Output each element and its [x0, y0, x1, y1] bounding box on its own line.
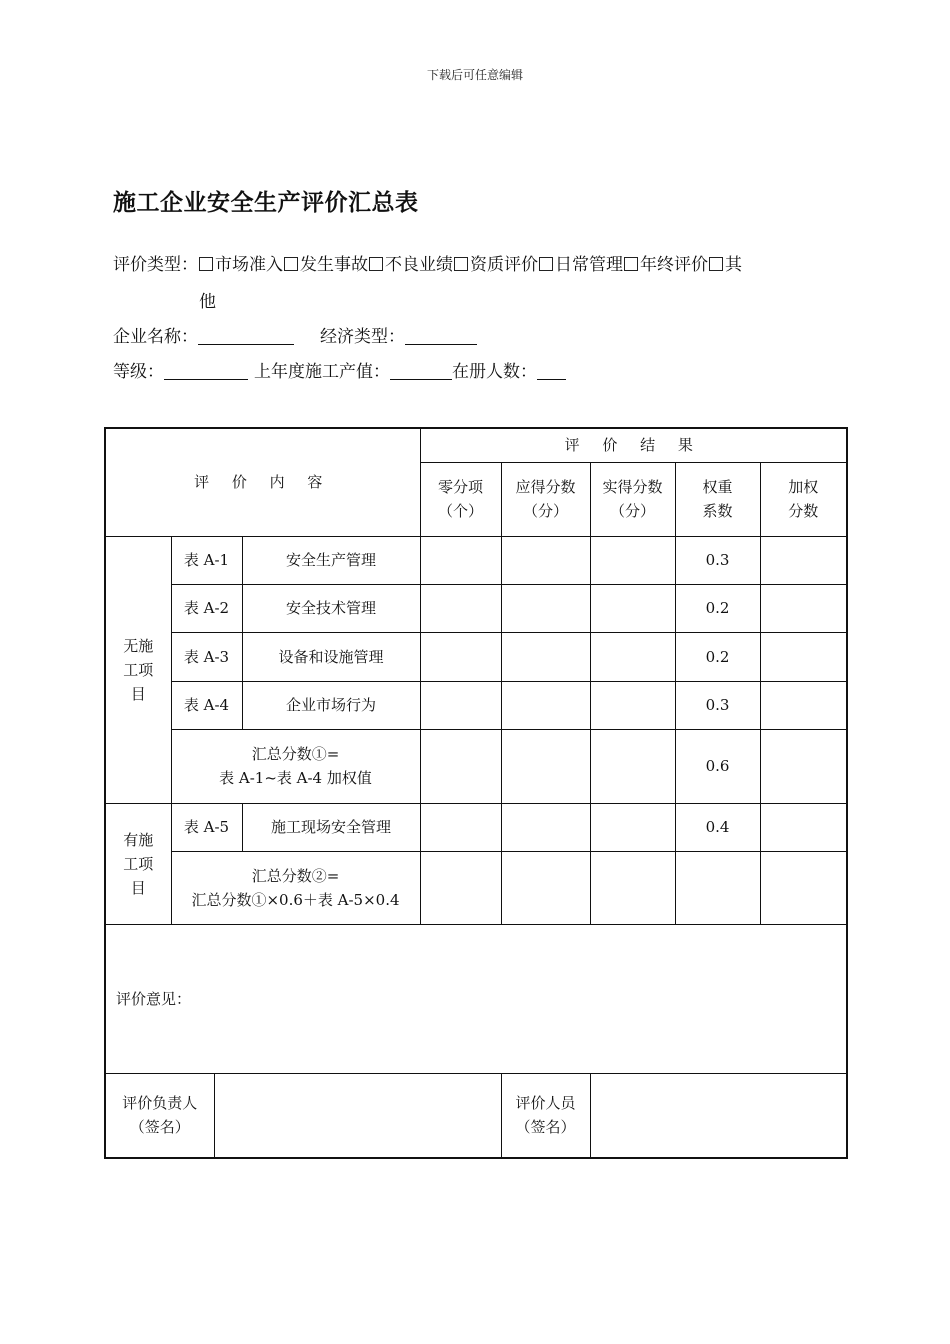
option-other: 其 — [725, 255, 742, 275]
col-actual-score: 实得分数 （分） — [590, 462, 675, 536]
cell-actual[interactable] — [590, 729, 675, 803]
row-name: 安全技术管理 — [242, 584, 420, 632]
cell-weighted[interactable] — [760, 729, 847, 803]
cell-due[interactable] — [501, 803, 590, 851]
option-daily-management: 日常管理 — [555, 255, 623, 275]
row-weight: 0.4 — [675, 803, 760, 851]
group-with-project: 有施 工项 目 — [105, 803, 171, 924]
econ-type-label: 经济类型： — [320, 327, 405, 347]
row-code: 表 A-4 — [171, 681, 242, 729]
grade-line — [113, 357, 566, 382]
leader-label: 评价负责人 （签名） — [105, 1073, 214, 1158]
cell-due[interactable] — [501, 536, 590, 584]
option-other-wrap: 他 — [199, 292, 216, 312]
staff-label: 评价人员 （签名） — [501, 1073, 590, 1158]
row-name: 企业市场行为 — [242, 681, 420, 729]
checkbox-accident[interactable] — [284, 257, 298, 271]
cell-due[interactable] — [501, 632, 590, 681]
row-weight: 0.2 — [675, 584, 760, 632]
cell-zero[interactable] — [420, 681, 501, 729]
cell-zero[interactable] — [420, 536, 501, 584]
page-title: 施工企业安全生产评价汇总表 — [113, 189, 419, 216]
cell-actual[interactable] — [590, 632, 675, 681]
cell-zero[interactable] — [420, 584, 501, 632]
grade-field[interactable] — [164, 363, 248, 380]
row-name: 施工现场安全管理 — [242, 803, 420, 851]
col-due-score: 应得分数 （分） — [501, 462, 590, 536]
row-name: 设备和设施管理 — [242, 632, 420, 681]
cell-actual[interactable] — [590, 536, 675, 584]
col-weighted-score: 加权 分数 — [760, 462, 847, 536]
result-header: 评 价 结 果 — [420, 428, 847, 462]
staff-count-field[interactable] — [537, 363, 566, 380]
row-code: 表 A-2 — [171, 584, 242, 632]
row-code: 表 A-5 — [171, 803, 242, 851]
cell-actual[interactable] — [590, 681, 675, 729]
sum1-weight: 0.6 — [675, 729, 760, 803]
cell-weighted[interactable] — [760, 803, 847, 851]
company-name-label: 企业名称： — [113, 327, 198, 347]
cell-due[interactable] — [501, 729, 590, 803]
cell-weighted[interactable] — [760, 632, 847, 681]
option-market-access: 市场准入 — [215, 255, 283, 275]
row-weight: 0.3 — [675, 681, 760, 729]
cell-weighted[interactable] — [760, 536, 847, 584]
option-bad-record: 不良业绩 — [385, 255, 453, 275]
cell-weighted[interactable] — [760, 584, 847, 632]
cell-weight[interactable] — [675, 851, 760, 924]
table-row — [105, 632, 847, 681]
cell-due[interactable] — [501, 851, 590, 924]
cell-due[interactable] — [501, 681, 590, 729]
option-accident: 发生事故 — [300, 255, 368, 275]
table-row — [105, 729, 847, 803]
group-no-project: 无施 工项 目 — [105, 536, 171, 803]
company-name-field[interactable] — [198, 328, 294, 345]
cell-weighted[interactable] — [760, 851, 847, 924]
summary-table — [104, 427, 848, 1159]
opinion-cell[interactable] — [105, 924, 847, 1073]
table-row — [105, 803, 847, 851]
cell-actual[interactable] — [590, 851, 675, 924]
checkbox-daily-management[interactable] — [539, 257, 553, 271]
grade-label: 等级： — [113, 362, 164, 382]
row-name: 安全生产管理 — [242, 536, 420, 584]
checkbox-year-end[interactable] — [624, 257, 638, 271]
sum1-label: 汇总分数①= 表 A-1~表 A-4 加权值 — [171, 729, 420, 803]
cell-zero[interactable] — [420, 632, 501, 681]
staff-signature-field[interactable] — [590, 1073, 847, 1158]
leader-signature-field[interactable] — [214, 1073, 501, 1158]
cell-zero[interactable] — [420, 729, 501, 803]
header-note: 下载后可任意编辑 — [426, 68, 523, 82]
opinion-label: 评价意见： — [116, 989, 192, 1008]
table-row — [105, 584, 847, 632]
option-year-end: 年终评价 — [640, 255, 708, 275]
eval-type-label: 评价类型： — [113, 255, 198, 275]
output-field[interactable] — [390, 363, 452, 380]
staff-count-label: 在册人数： — [452, 362, 537, 382]
cell-zero[interactable] — [420, 803, 501, 851]
table-row — [105, 681, 847, 729]
sum2-label: 汇总分数②= 汇总分数①×0.6＋表 A-5×0.4 — [171, 851, 420, 924]
cell-actual[interactable] — [590, 584, 675, 632]
cell-zero[interactable] — [420, 851, 501, 924]
table-row — [105, 851, 847, 924]
company-line — [113, 322, 477, 347]
row-weight: 0.3 — [675, 536, 760, 584]
row-code: 表 A-3 — [171, 632, 242, 681]
checkbox-bad-record[interactable] — [369, 257, 383, 271]
checkbox-other[interactable] — [709, 257, 723, 271]
content-header: 评 价 内 容 — [105, 428, 420, 536]
row-weight: 0.2 — [675, 632, 760, 681]
cell-weighted[interactable] — [760, 681, 847, 729]
row-code: 表 A-1 — [171, 536, 242, 584]
cell-actual[interactable] — [590, 803, 675, 851]
col-weight: 权重 系数 — [675, 462, 760, 536]
option-qualification: 资质评价 — [470, 255, 538, 275]
col-zero-items: 零分项 （个） — [420, 462, 501, 536]
checkbox-market-access[interactable] — [199, 257, 213, 271]
eval-type-line — [113, 250, 742, 275]
cell-due[interactable] — [501, 584, 590, 632]
table-row — [105, 536, 847, 584]
output-label: 上年度施工产值： — [254, 362, 390, 382]
econ-type-field[interactable] — [405, 328, 477, 345]
checkbox-qualification[interactable] — [454, 257, 468, 271]
